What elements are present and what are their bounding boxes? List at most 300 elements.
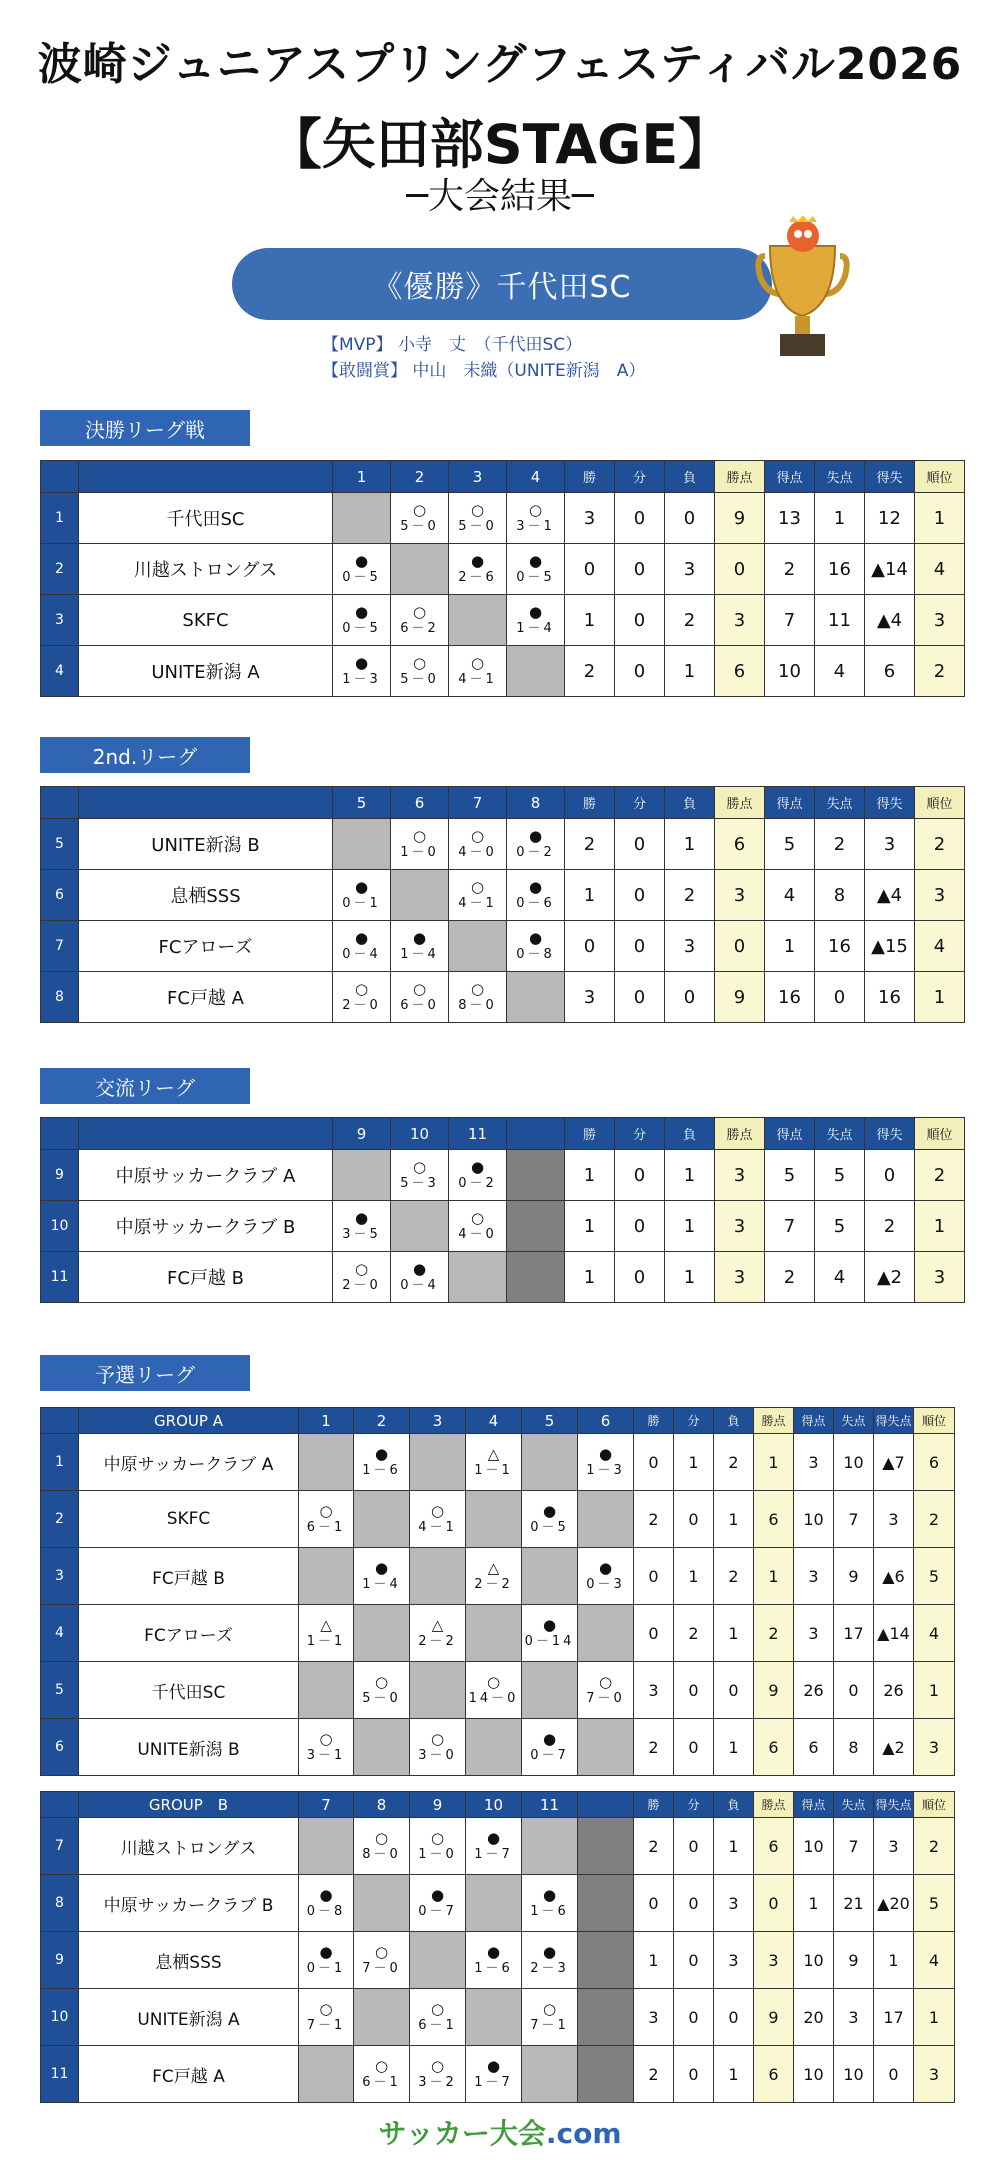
- team-row: [41, 972, 965, 1023]
- result-symbol: ●: [319, 1886, 333, 1904]
- match-score: 1－6: [362, 1463, 401, 1478]
- points-cell: 3: [715, 1150, 765, 1201]
- losses-cell: 3: [665, 544, 715, 595]
- award-fighting-spirit: 【敢闘賞】 中山 未織（UNITE新潟 A）: [322, 361, 646, 381]
- match-score: 1－7: [474, 2075, 513, 2090]
- match-score: 2－6: [458, 570, 497, 585]
- match-score: 7－1: [306, 2018, 346, 2033]
- opponent-column-header: [507, 1118, 565, 1150]
- no-match-cell: [522, 1434, 578, 1491]
- match-result: [522, 1875, 578, 1932]
- result-symbol: ○: [319, 1730, 333, 1748]
- match-score: 0－5: [530, 1520, 569, 1535]
- points-cell: 6: [754, 1818, 794, 1875]
- goal-diff-cell: ▲2: [865, 1252, 915, 1303]
- result-symbol: ●: [528, 552, 543, 570]
- match-result: [449, 972, 507, 1023]
- result-symbol: ○: [412, 827, 427, 845]
- draws-cell: 0: [615, 870, 665, 921]
- match-score: 6－1: [362, 2075, 401, 2090]
- goals-for-cell: 7: [765, 1201, 815, 1252]
- rank-cell: 1: [915, 1201, 965, 1252]
- rank-cell: 4: [914, 1605, 955, 1662]
- match-result: [410, 1605, 466, 1662]
- result-symbol: ○: [319, 1502, 333, 1520]
- team-name: FC戸越 B: [79, 1548, 299, 1605]
- opponent-column-header: 3: [449, 461, 507, 493]
- goals-against-cell: 21: [834, 1875, 874, 1932]
- result-symbol: ○: [374, 1829, 389, 1847]
- match-result: [449, 1150, 507, 1201]
- goals-against-cell: 5: [815, 1150, 865, 1201]
- match-result: [578, 1662, 634, 1719]
- match-result: [333, 1252, 391, 1303]
- wins-cell: 2: [565, 819, 615, 870]
- wins-cell: 2: [634, 1719, 674, 1776]
- match-score: 3－0: [418, 1748, 457, 1763]
- results-subtitle: ─大会結果─: [406, 176, 594, 217]
- losses-cell: 1: [714, 1719, 754, 1776]
- result-symbol: ●: [542, 1943, 557, 1961]
- result-symbol: ○: [430, 1730, 445, 1748]
- result-symbol: △: [487, 1445, 500, 1463]
- result-symbol: ○: [374, 2057, 389, 2075]
- match-result: [333, 870, 391, 921]
- match-result: [507, 544, 565, 595]
- goals-for-cell: 10: [794, 2046, 834, 2103]
- opponent-column-header: 5: [522, 1408, 578, 1434]
- match-result: [391, 646, 449, 697]
- result-symbol: ○: [412, 1158, 427, 1176]
- wins-cell: 1: [565, 1150, 615, 1201]
- goals-against-cell: 11: [815, 595, 865, 646]
- goals-for-cell: 1: [794, 1875, 834, 1932]
- opponent-column-header: 11: [522, 1792, 578, 1818]
- goals-for-cell: 7: [765, 595, 815, 646]
- stat-column-header: 得失: [865, 1118, 915, 1150]
- result-symbol: ●: [354, 654, 369, 672]
- match-result: [333, 972, 391, 1023]
- match-result: [299, 1719, 354, 1776]
- rank-cell: 5: [914, 1548, 955, 1605]
- match-result: [466, 1434, 522, 1491]
- points-cell: 9: [715, 493, 765, 544]
- goals-for-cell: 10: [794, 1491, 834, 1548]
- stat-column-header: 失点: [815, 1118, 865, 1150]
- match-score: 2－0: [342, 1278, 381, 1293]
- no-match-cell: [299, 2046, 354, 2103]
- match-score: 0－5: [516, 570, 555, 585]
- match-result: [354, 1932, 410, 1989]
- goals-against-cell: 8: [834, 1719, 874, 1776]
- goals-for-cell: 10: [794, 1932, 834, 1989]
- team-row: [41, 819, 965, 870]
- group-name: GROUP B: [79, 1792, 299, 1818]
- opponent-column-header: 11: [449, 1118, 507, 1150]
- self-match-cell: [466, 1605, 522, 1662]
- self-match-cell: [449, 595, 507, 646]
- team-row: [41, 870, 965, 921]
- goals-for-cell: 3: [794, 1548, 834, 1605]
- no-match-cell: [466, 1491, 522, 1548]
- self-match-cell: [507, 646, 565, 697]
- no-match-cell: [299, 1662, 354, 1719]
- no-match-cell: [354, 1605, 410, 1662]
- goals-against-cell: 4: [815, 646, 865, 697]
- match-result: [522, 1605, 578, 1662]
- result-symbol: ●: [354, 1209, 369, 1227]
- draws-cell: 0: [674, 1662, 714, 1719]
- goal-diff-cell: ▲2: [874, 1719, 914, 1776]
- group-name: [79, 461, 333, 493]
- wins-cell: 0: [634, 1875, 674, 1932]
- match-score: 6－1: [418, 2018, 457, 2033]
- self-match-cell: [391, 544, 449, 595]
- result-symbol: ○: [412, 980, 427, 998]
- match-result: [449, 870, 507, 921]
- match-result: [299, 1989, 354, 2046]
- team-row: [41, 1605, 955, 1662]
- match-result: [391, 493, 449, 544]
- draws-cell: 0: [615, 1201, 665, 1252]
- team-number: 6: [41, 870, 79, 921]
- points-cell: 1: [754, 1548, 794, 1605]
- goals-for-cell: 4: [765, 870, 815, 921]
- rank-cell: 6: [914, 1434, 955, 1491]
- losses-cell: 1: [714, 1605, 754, 1662]
- team-name: SKFC: [79, 1491, 299, 1548]
- match-score: 2－2: [418, 1634, 457, 1649]
- no-match-cell: [354, 1989, 410, 2046]
- goals-for-cell: 3: [794, 1605, 834, 1662]
- rank-cell: 5: [914, 1875, 955, 1932]
- team-number: 8: [41, 972, 79, 1023]
- match-result: [522, 1491, 578, 1548]
- stat-column-header: 分: [674, 1408, 714, 1434]
- goals-against-cell: 17: [834, 1605, 874, 1662]
- stat-column-header: 勝: [565, 1118, 615, 1150]
- opponent-column-header: 4: [507, 461, 565, 493]
- draws-cell: 0: [674, 2046, 714, 2103]
- stat-column-header: 負: [714, 1408, 754, 1434]
- result-symbol: ●: [528, 878, 543, 896]
- stat-column-header: 得失: [865, 787, 915, 819]
- team-number: 9: [41, 1932, 79, 1989]
- opponent-column-header: 8: [354, 1792, 410, 1818]
- match-result: [410, 1875, 466, 1932]
- team-name: UNITE新潟 B: [79, 1719, 299, 1776]
- team-number: 7: [41, 921, 79, 972]
- goals-against-cell: 7: [834, 1491, 874, 1548]
- goal-diff-cell: 3: [874, 1491, 914, 1548]
- result-symbol: ○: [430, 2057, 445, 2075]
- draws-cell: 0: [615, 1150, 665, 1201]
- rank-cell: 2: [914, 1818, 955, 1875]
- league-table: [40, 1407, 955, 1776]
- losses-cell: 1: [714, 1818, 754, 1875]
- losses-cell: 2: [665, 870, 715, 921]
- losses-cell: 0: [714, 1662, 754, 1719]
- points-cell: 0: [754, 1875, 794, 1932]
- result-symbol: ○: [374, 1943, 389, 1961]
- points-cell: 0: [715, 544, 765, 595]
- result-symbol: △: [487, 1559, 500, 1577]
- league-table: [40, 460, 965, 697]
- result-symbol: ○: [430, 2000, 445, 2018]
- match-score: 0－7: [418, 1904, 457, 1919]
- rank-cell: 2: [915, 1150, 965, 1201]
- goals-for-cell: 6: [794, 1719, 834, 1776]
- match-score: 1－1: [474, 1463, 513, 1478]
- header-number: [41, 1118, 79, 1150]
- team-name: SKFC: [79, 595, 333, 646]
- points-cell: 0: [715, 921, 765, 972]
- goal-diff-cell: 16: [865, 972, 915, 1023]
- opponent-column-header: 10: [391, 1118, 449, 1150]
- goal-diff-cell: 6: [865, 646, 915, 697]
- match-result: [354, 1548, 410, 1605]
- team-name: UNITE新潟 B: [79, 819, 333, 870]
- stat-column-header: 負: [714, 1792, 754, 1818]
- match-score: 0－2: [516, 845, 555, 860]
- result-symbol: ●: [354, 878, 369, 896]
- match-score: 1－1: [306, 1634, 346, 1649]
- result-symbol: ○: [412, 501, 427, 519]
- self-match-cell: [333, 1150, 391, 1201]
- draws-cell: 0: [615, 493, 665, 544]
- match-result: [466, 1932, 522, 1989]
- goals-for-cell: 2: [765, 544, 815, 595]
- match-result: [578, 1548, 634, 1605]
- opponent-column-header: 2: [391, 461, 449, 493]
- wins-cell: 3: [634, 1989, 674, 2046]
- goal-diff-cell: 1: [874, 1932, 914, 1989]
- champion-banner: 《優勝》千代田SC: [232, 248, 772, 320]
- result-symbol: ○: [412, 654, 427, 672]
- match-score: 1－3: [342, 672, 381, 687]
- match-score: 8－0: [362, 1847, 401, 1862]
- points-cell: 6: [754, 1491, 794, 1548]
- team-row: [41, 595, 965, 646]
- rank-cell: 3: [914, 1719, 955, 1776]
- match-result: [449, 819, 507, 870]
- wins-cell: 1: [565, 870, 615, 921]
- match-score: 6－2: [400, 621, 439, 636]
- goals-against-cell: 10: [834, 1434, 874, 1491]
- match-score: 4－1: [458, 896, 497, 911]
- draws-cell: 0: [674, 1818, 714, 1875]
- draws-cell: 0: [674, 1719, 714, 1776]
- result-symbol: ○: [430, 1829, 445, 1847]
- losses-cell: 1: [714, 1491, 754, 1548]
- losses-cell: 3: [714, 1932, 754, 1989]
- team-number: 9: [41, 1150, 79, 1201]
- losses-cell: 1: [714, 2046, 754, 2103]
- match-score: 0－14: [524, 1634, 575, 1649]
- team-name: FCアローズ: [79, 921, 333, 972]
- team-number: 1: [41, 1434, 79, 1491]
- opponent-column-header: 5: [333, 787, 391, 819]
- stat-column-header: 得点: [794, 1408, 834, 1434]
- goals-for-cell: 5: [765, 1150, 815, 1201]
- stat-column-header: 勝点: [715, 787, 765, 819]
- team-row: [41, 1252, 965, 1303]
- team-number: 2: [41, 1491, 79, 1548]
- result-symbol: ○: [354, 980, 369, 998]
- rank-cell: 3: [915, 1252, 965, 1303]
- losses-cell: 1: [665, 1252, 715, 1303]
- team-name: 息栖SSS: [79, 870, 333, 921]
- result-symbol: ○: [470, 827, 485, 845]
- goals-for-cell: 3: [794, 1434, 834, 1491]
- rank-cell: 2: [915, 819, 965, 870]
- opponent-column-header: 4: [466, 1408, 522, 1434]
- result-symbol: ○: [528, 501, 543, 519]
- goal-diff-cell: 2: [865, 1201, 915, 1252]
- self-match-cell: [354, 1875, 410, 1932]
- team-row: [41, 493, 965, 544]
- goals-for-cell: 16: [765, 972, 815, 1023]
- group-name: [79, 1118, 333, 1150]
- team-name: FC戸越 A: [79, 2046, 299, 2103]
- goals-for-cell: 26: [794, 1662, 834, 1719]
- team-name: 中原サッカークラブ B: [79, 1875, 299, 1932]
- result-symbol: ●: [430, 1886, 445, 1904]
- match-score: 0－4: [400, 1278, 439, 1293]
- result-symbol: △: [431, 1616, 444, 1634]
- match-score: 0－3: [586, 1577, 625, 1592]
- stat-column-header: 得失点: [874, 1792, 914, 1818]
- no-match-cell: [410, 1662, 466, 1719]
- points-cell: 6: [715, 819, 765, 870]
- stat-column-header: 分: [674, 1792, 714, 1818]
- self-match-cell: [299, 1818, 354, 1875]
- no-match-cell: [522, 1818, 578, 1875]
- no-match-cell: [466, 1875, 522, 1932]
- result-symbol: ●: [542, 1502, 557, 1520]
- result-symbol: ●: [470, 1158, 485, 1176]
- match-result: [449, 1201, 507, 1252]
- self-match-cell: [449, 921, 507, 972]
- rank-cell: 3: [915, 870, 965, 921]
- match-score: 0－1: [342, 896, 381, 911]
- goals-for-cell: 5: [765, 819, 815, 870]
- goals-against-cell: 4: [815, 1252, 865, 1303]
- match-score: 5－0: [362, 1691, 401, 1706]
- goal-diff-cell: 26: [874, 1662, 914, 1719]
- goals-against-cell: 7: [834, 1818, 874, 1875]
- self-match-cell: [578, 1719, 634, 1776]
- match-score: 0－5: [342, 570, 381, 585]
- losses-cell: 0: [665, 493, 715, 544]
- team-name: 川越ストロングス: [79, 544, 333, 595]
- match-score: 6－0: [400, 998, 439, 1013]
- stat-column-header: 負: [665, 1118, 715, 1150]
- result-symbol: ●: [486, 2057, 501, 2075]
- stat-column-header: 勝: [634, 1408, 674, 1434]
- team-number: 4: [41, 1605, 79, 1662]
- match-result: [333, 646, 391, 697]
- draws-cell: 0: [674, 1875, 714, 1932]
- team-name: UNITE新潟 A: [79, 646, 333, 697]
- team-number: 8: [41, 1875, 79, 1932]
- result-symbol: ○: [374, 1673, 389, 1691]
- unused-cell: [507, 1252, 565, 1303]
- wins-cell: 0: [565, 544, 615, 595]
- opponent-column-header: 10: [466, 1792, 522, 1818]
- team-number: 3: [41, 595, 79, 646]
- rank-cell: 1: [914, 1662, 955, 1719]
- goals-for-cell: 13: [765, 493, 815, 544]
- team-row: [41, 1548, 955, 1605]
- team-row: [41, 1818, 955, 1875]
- stat-column-header: 失点: [834, 1792, 874, 1818]
- self-match-cell: [354, 1491, 410, 1548]
- draws-cell: 0: [615, 1252, 665, 1303]
- match-score: 7－0: [586, 1691, 625, 1706]
- award-mvp: 【MVP】 小寺 丈 （千代田SC）: [322, 335, 583, 355]
- team-number: 3: [41, 1548, 79, 1605]
- team-number: 10: [41, 1989, 79, 2046]
- draws-cell: 0: [615, 819, 665, 870]
- match-score: 5－3: [400, 1176, 439, 1191]
- match-score: 0－4: [342, 947, 381, 962]
- team-row: [41, 1932, 955, 1989]
- wins-cell: 3: [634, 1662, 674, 1719]
- wins-cell: 2: [634, 2046, 674, 2103]
- opponent-column-header: 6: [578, 1408, 634, 1434]
- goals-against-cell: 3: [834, 1989, 874, 2046]
- goals-for-cell: 2: [765, 1252, 815, 1303]
- wins-cell: 1: [565, 1201, 615, 1252]
- goals-against-cell: 8: [815, 870, 865, 921]
- wins-cell: 0: [634, 1605, 674, 1662]
- stat-column-header: 勝点: [754, 1792, 794, 1818]
- result-symbol: ●: [319, 1943, 333, 1961]
- goals-against-cell: 16: [815, 921, 865, 972]
- goals-against-cell: 5: [815, 1201, 865, 1252]
- points-cell: 3: [715, 870, 765, 921]
- result-symbol: ●: [354, 603, 369, 621]
- goals-against-cell: 0: [815, 972, 865, 1023]
- stat-column-header: 得点: [765, 1118, 815, 1150]
- match-score: 1－0: [400, 845, 439, 860]
- opponent-column-header: 6: [391, 787, 449, 819]
- rank-cell: 4: [915, 544, 965, 595]
- section-label: 2nd.リーグ: [40, 737, 250, 773]
- rank-cell: 1: [915, 972, 965, 1023]
- team-number: 2: [41, 544, 79, 595]
- stat-column-header: 順位: [915, 787, 965, 819]
- result-symbol: ○: [319, 2000, 333, 2018]
- match-score: 5－0: [400, 672, 439, 687]
- match-score: 2－0: [342, 998, 381, 1013]
- losses-cell: 1: [665, 1150, 715, 1201]
- stat-column-header: 順位: [915, 461, 965, 493]
- opponent-column-header: 1: [333, 461, 391, 493]
- match-result: [299, 1491, 354, 1548]
- match-result: [410, 1491, 466, 1548]
- self-match-cell: [522, 2046, 578, 2103]
- rank-cell: 1: [914, 1989, 955, 2046]
- unused-cell: [578, 1932, 634, 1989]
- header-number: [41, 787, 79, 819]
- result-symbol: ●: [486, 1829, 501, 1847]
- losses-cell: 0: [714, 1989, 754, 2046]
- team-number: 10: [41, 1201, 79, 1252]
- match-score: 0－8: [516, 947, 555, 962]
- goal-diff-cell: ▲4: [865, 595, 915, 646]
